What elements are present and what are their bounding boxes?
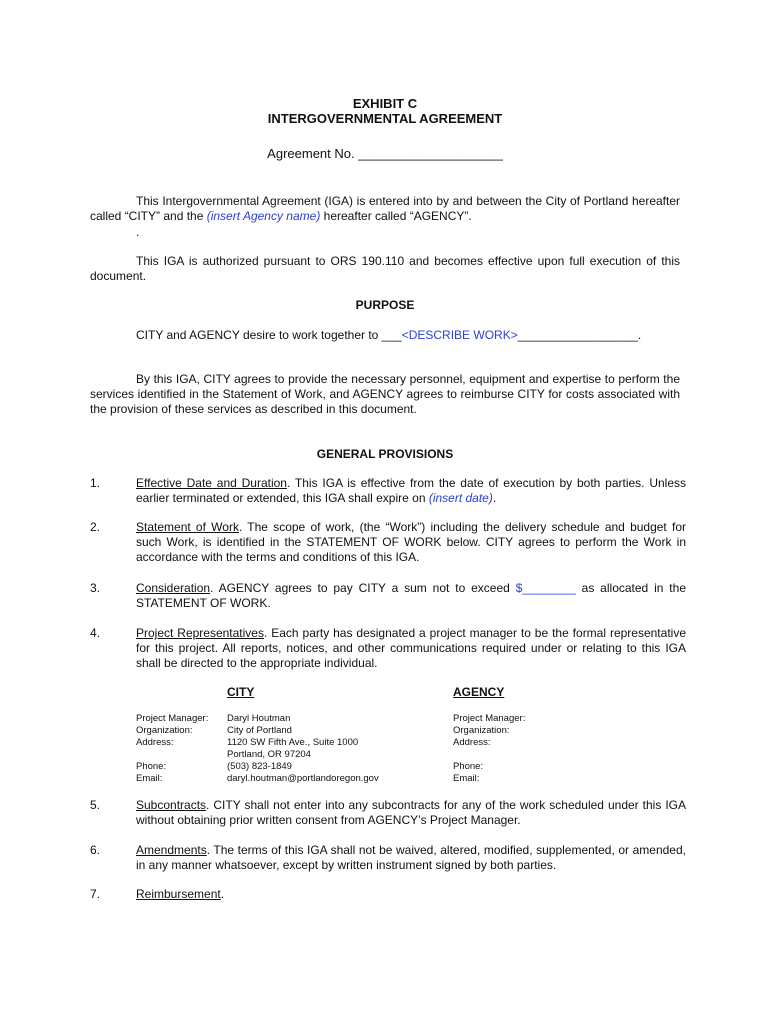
city-project-manager: Daryl Houtman	[227, 713, 291, 724]
label-organization: Organization:	[453, 725, 510, 736]
provision-consideration	[136, 581, 686, 611]
agency-name-placeholder: (insert Agency name)	[206, 209, 321, 223]
agency-contact-heading: AGENCY	[453, 685, 505, 699]
provision-tail: as allocated in the STATEMENT OF WORK.	[136, 581, 686, 610]
intro-paragraph	[90, 194, 680, 224]
item-number: 6.	[90, 843, 101, 857]
exhibit-label: EXHIBIT C	[352, 96, 418, 111]
label-address: Address:	[453, 737, 491, 748]
general-provisions-heading: GENERAL PROVISIONS	[316, 447, 454, 461]
authority-paragraph: This IGA is authorized pursuant to ORS 190.110 and becomes effective upon full execution of this document.	[90, 254, 680, 283]
label-project-manager: Project Manager:	[453, 713, 526, 724]
provision-title: Subcontracts	[136, 798, 207, 812]
provision-amendments	[136, 843, 686, 873]
provision-text: . This IGA is effective from the date of execution by both parties. Unless earlier terminated or extended, this IGA shall expire on	[136, 476, 686, 505]
label-phone: Phone:	[453, 761, 484, 772]
amount-placeholder: $________	[515, 581, 576, 595]
city-address-line1: 1120 SW Fifth Ave., Suite 1000	[227, 737, 359, 748]
intro-dot: .	[136, 225, 140, 239]
purpose-paragraph: By this IGA, CITY agrees to provide the necessary personnel, equipment and expertise to perform the services identified in the Statement of Work, and AGENCY agrees to reimburse CITY for costs associated with the provision of these services as described in this document.	[90, 372, 680, 416]
purpose-heading: PURPOSE	[355, 298, 415, 312]
provision-text: . CITY shall not enter into any subcontracts for any of the work scheduled under this IGA without obtaining prior written consent from AGENCY’s Project Manager.	[136, 798, 686, 827]
label-blank	[136, 749, 208, 761]
city-address-line2: Portland, OR 97204	[227, 749, 311, 760]
purpose-text-b: __________________.	[517, 328, 642, 342]
intro-text-b: hereafter called “AGENCY”.	[320, 209, 472, 223]
label-organization: Organization:	[136, 725, 193, 736]
provision-text: .	[220, 887, 225, 901]
purpose-line	[90, 328, 680, 343]
city-contact-values	[227, 713, 379, 785]
describe-work-placeholder: <DESCRIBE WORK>	[401, 328, 518, 342]
provision-statement-of-work	[136, 520, 686, 565]
provision-reimbursement	[136, 887, 686, 902]
provision-tail: .	[492, 491, 497, 505]
provision-text: . AGENCY agrees to pay CITY a sum not to exceed	[210, 581, 516, 595]
agreement-number: Agreement No. ____________________	[267, 146, 503, 161]
label-address: Address:	[136, 737, 174, 748]
item-number: 1.	[90, 476, 101, 490]
city-contact-heading: CITY	[227, 685, 255, 699]
provision-project-representatives	[136, 626, 686, 671]
item-number: 2.	[90, 520, 101, 534]
insert-date-placeholder: (insert date)	[428, 491, 493, 505]
intro-text-a: This Intergovernmental Agreement (IGA) is entered into by and between the City of Portland hereafter called “CITY” and the	[90, 194, 680, 223]
provision-title: Project Representatives	[136, 626, 264, 640]
item-number: 5.	[90, 798, 101, 812]
provision-title: Amendments	[136, 843, 207, 857]
agency-contact-labels	[453, 713, 525, 785]
provision-title: Statement of Work	[136, 520, 239, 534]
label-email: Email:	[453, 773, 480, 784]
provision-text: . The terms of this IGA shall not be waived, altered, modified, supplemented, or amended, in any manner whatsoever, except by written instrument signed by both parties.	[136, 843, 686, 872]
provision-text: . The scope of work, (the “Work”) including the delivery schedule and budget for such Work, is identified in the STATEMENT OF WORK below. CITY agrees to perform the Work in accordance with the terms and conditions of this IGA.	[136, 520, 687, 564]
label-project-manager: Project Manager:	[136, 713, 209, 724]
provision-effective-date	[136, 476, 686, 506]
purpose-text-a: CITY and AGENCY desire to work together to ___	[136, 328, 402, 342]
document-title: INTERGOVERNMENTAL AGREEMENT	[267, 111, 503, 126]
city-organization: City of Portland	[227, 725, 292, 736]
label-email: Email:	[136, 773, 163, 784]
city-phone: (503) 823-1849	[227, 761, 292, 772]
provision-text: . Each party has designated a project manager to be the formal representative for this project. All reports, notices, and other communications required under or relating to this IGA shall be directed to the appropriate individual.	[136, 626, 686, 670]
city-contact-labels	[136, 713, 208, 785]
provision-title: Consideration	[136, 581, 211, 595]
item-number: 3.	[90, 581, 101, 595]
item-number: 4.	[90, 626, 101, 640]
provision-title: Effective Date and Duration	[136, 476, 287, 490]
provision-title: Reimbursement	[136, 887, 221, 901]
item-number: 7.	[90, 887, 101, 901]
city-email: daryl.houtman@portlandoregon.gov	[227, 773, 379, 784]
label-blank	[453, 749, 525, 761]
label-phone: Phone:	[136, 761, 167, 772]
provision-subcontracts	[136, 798, 686, 828]
